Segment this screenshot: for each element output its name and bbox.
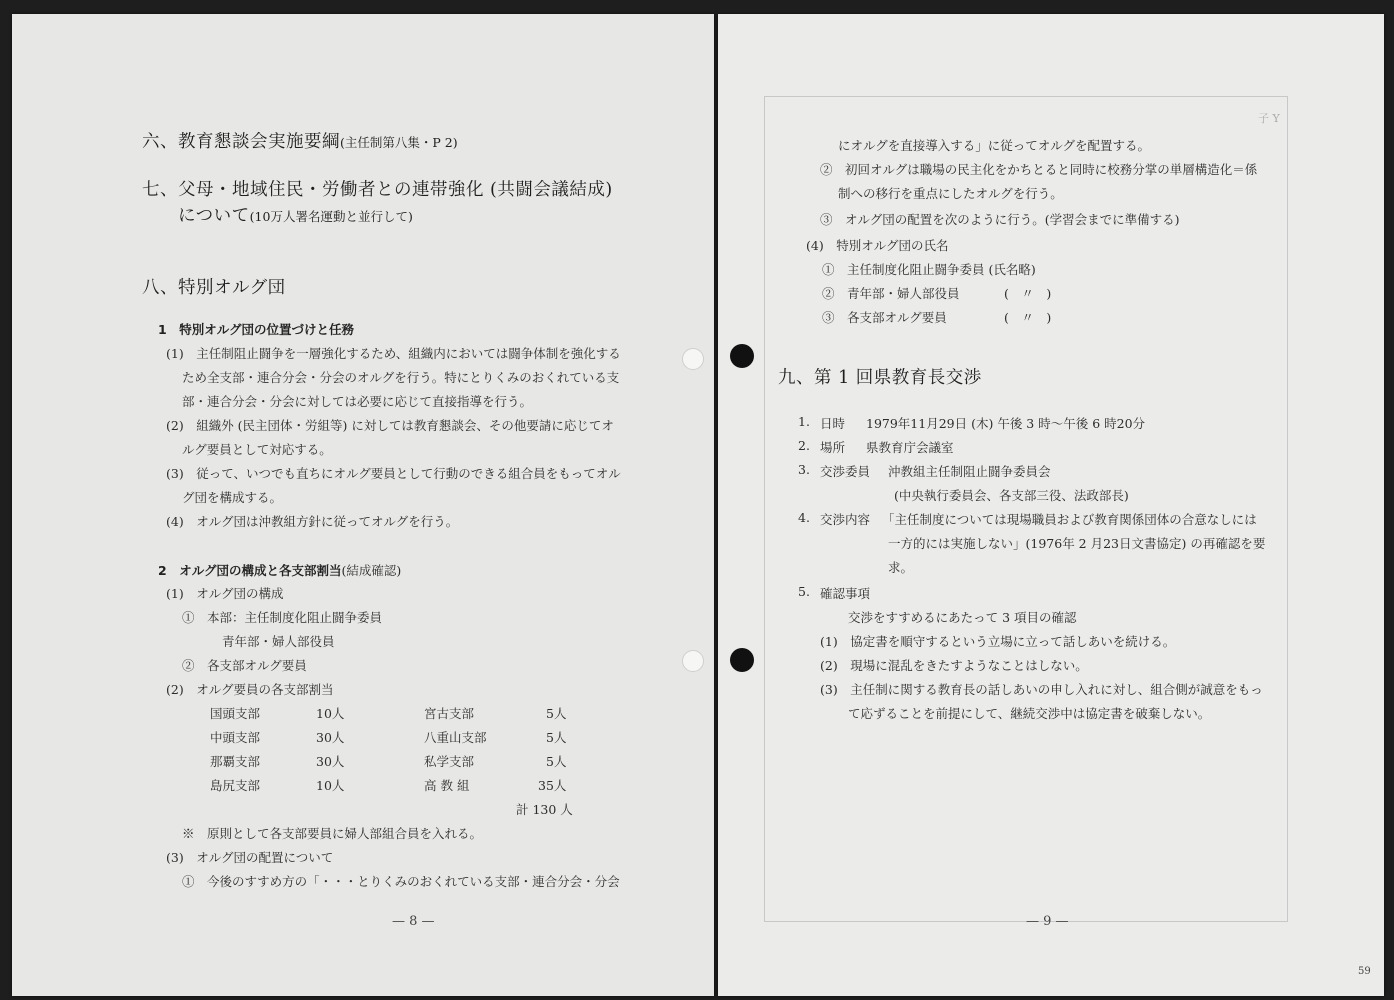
alloc-count: 5人 — [546, 754, 567, 769]
alloc-count: 10人 — [316, 778, 345, 793]
continued-line: にオルグを直接導入する」に従ってオルグを配置する。 — [838, 138, 1151, 153]
subsection-2-title: 2 オルグ団の構成と各支部割当 — [158, 563, 342, 578]
subsection-1-heading: 1 特別オルグ団の位置づけと任務 — [158, 322, 354, 337]
item-number: 3. — [798, 462, 810, 477]
item-key: 日時 — [820, 416, 846, 431]
item-value: 一方的には実施しない」(1976年 2 月23日文書協定) の再確認を要 — [888, 536, 1266, 551]
alloc-branch: 国頭支部 — [210, 706, 261, 721]
s1-line: (2) 組織外 (民主団体・労組等) に対しては教育懇談会、その他要請に応じてオ — [166, 418, 614, 433]
s2-item3: ① 今後のすすめ方の「・・・とりくみのおくれている支部・連合分会・分会 — [182, 874, 620, 889]
section-9-title: 九、第 1 回県教育長交渉 — [778, 368, 982, 388]
sub4-heading: (4) 特別オルグ団の氏名 — [806, 238, 949, 253]
s2-sub2: (2) オルグ要員の各支部割当 — [166, 682, 334, 697]
section-8-title: 八、特別オルグ団 — [142, 278, 286, 298]
alloc-branch: 那覇支部 — [210, 754, 261, 769]
page-number-8: — 8 — — [392, 914, 435, 929]
item-value: (中央執行委員会、各支部三役、法政部長) — [894, 488, 1129, 503]
section-7-line2-text: について — [178, 206, 250, 226]
s2-item2: ② 各支部オルグ要員 — [182, 658, 307, 673]
alloc-count: 5人 — [546, 730, 567, 745]
s1-line: ルグ要員として対応する。 — [182, 442, 332, 457]
item-number: 5. — [798, 584, 810, 599]
item-value: 1979年11月29日 (木) 午後 3 時〜午後 6 時20分 — [866, 416, 1146, 431]
show-through-text — [162, 112, 166, 127]
item-value: 「主任制度については現場職員および教育関係団体の合意なしには — [882, 512, 1257, 527]
corner-number: 59 — [1358, 966, 1371, 977]
alloc-count: 5人 — [546, 706, 567, 721]
s1-line: ため全支部・連合分会・分会のオルグを行う。特にとりくみのおくれている支 — [182, 370, 620, 385]
confirm-item: (2) 現場に混乱をきたすようなことはしない。 — [820, 658, 1088, 673]
s2-sub3: (3) オルグ団の配置について — [166, 850, 334, 865]
alloc-branch: 中頭支部 — [210, 730, 261, 745]
section-7-note: (10万人署名運動と並行して) — [249, 209, 413, 224]
subsection-2-note: (結成確認) — [341, 563, 402, 578]
alloc-branch: 島尻支部 — [210, 778, 261, 793]
section-6-title: 六、教育懇談会実施要綱 — [142, 132, 340, 152]
corner-mark: 子 Y — [1258, 112, 1280, 125]
alloc-count: 30人 — [316, 730, 345, 745]
section-7-line2 — [178, 202, 413, 227]
confirm-item: て応ずることを前提にして、継続交渉中は協定書を破棄しない。 — [848, 706, 1211, 721]
section-7-title: 七、父母・地域住民・労働者との連帯強化 (共闘会議結成) — [142, 180, 613, 200]
item-number: 2. — [798, 438, 810, 453]
continued-line: 制への移行を重点にしたオルグを行う。 — [838, 186, 1063, 201]
item-key: 確認事項 — [820, 586, 871, 601]
right-page — [718, 14, 1384, 996]
item-key: 交渉委員 — [820, 464, 871, 479]
confirm-item: (1) 協定書を順守するという立場に立って話しあいを続ける。 — [820, 634, 1176, 649]
s1-line: グ団を構成する。 — [182, 490, 283, 505]
alloc-count: 30人 — [316, 754, 345, 769]
alloc-branch: 八重山支部 — [424, 730, 487, 745]
ditto-mark: ( 〃 ) — [1004, 286, 1052, 301]
alloc-count: 10人 — [316, 706, 345, 721]
s2-sub1: (1) オルグ団の構成 — [166, 586, 284, 601]
s1-line: (3) 従って、いつでも直ちにオルグ要員として行動のできる組合員をもってオル — [166, 466, 621, 481]
alloc-branch: 高 教 組 — [424, 778, 470, 793]
punch-hole — [682, 348, 704, 370]
s2-item1b: 青年部・婦人部役員 — [222, 634, 335, 649]
name-item: ① 主任制度化阻止闘争委員 (氏名略) — [822, 262, 1036, 277]
item-value: 求。 — [888, 560, 914, 575]
continued-line: ③ オルグ団の配置を次のように行う。(学習会までに準備する) — [820, 212, 1180, 227]
alloc-branch: 私学支部 — [424, 754, 475, 769]
s2-note: ※ 原則として各支部要員に婦人部組合員を入れる。 — [182, 826, 483, 841]
confirm-intro: 交渉をすすめるにあたって 3 項目の確認 — [848, 610, 1077, 625]
section-6-heading — [142, 128, 458, 153]
alloc-count: 35人 — [538, 778, 567, 793]
subsection-2-heading — [158, 560, 401, 579]
punch-hole — [730, 648, 754, 672]
item-value: 沖教組主任制阻止闘争委員会 — [888, 464, 1051, 479]
item-number: 4. — [798, 510, 810, 525]
alloc-branch: 宮古支部 — [424, 706, 475, 721]
name-item: ③ 各支部オルグ要員 — [822, 310, 947, 325]
left-page — [12, 14, 714, 996]
page-number-9: — 9 — — [1026, 914, 1069, 929]
punch-hole — [682, 650, 704, 672]
continued-line: ② 初回オルグは職場の民主化をかちとると同時に校務分掌の単層構造化＝係 — [820, 162, 1258, 177]
section-6-note: (主任制第八集・P 2) — [340, 135, 458, 150]
alloc-total: 計 130 人 — [516, 802, 573, 817]
item-number: 1. — [798, 414, 810, 429]
item-value: 県教育庁会議室 — [866, 440, 954, 455]
s1-line: (1) 主任制阻止闘争を一層強化するため、組織内においては闘争体制を強化する — [166, 346, 621, 361]
punch-hole — [730, 344, 754, 368]
s2-item1: ① 本部：主任制度化阻止闘争委員 — [182, 610, 383, 625]
ditto-mark: ( 〃 ) — [1004, 310, 1052, 325]
item-key: 交渉内容 — [820, 512, 871, 527]
s1-line: (4) オルグ団は沖教組方針に従ってオルグを行う。 — [166, 514, 459, 529]
item-key: 場所 — [820, 440, 846, 455]
s1-line: 部・連合分会・分会に対しては必要に応じて直接指導を行う。 — [182, 394, 533, 409]
confirm-item: (3) 主任制に関する教育長の話しあいの申し入れに対し、組合側が誠意をもっ — [820, 682, 1263, 697]
name-item: ② 青年部・婦人部役員 — [822, 286, 960, 301]
